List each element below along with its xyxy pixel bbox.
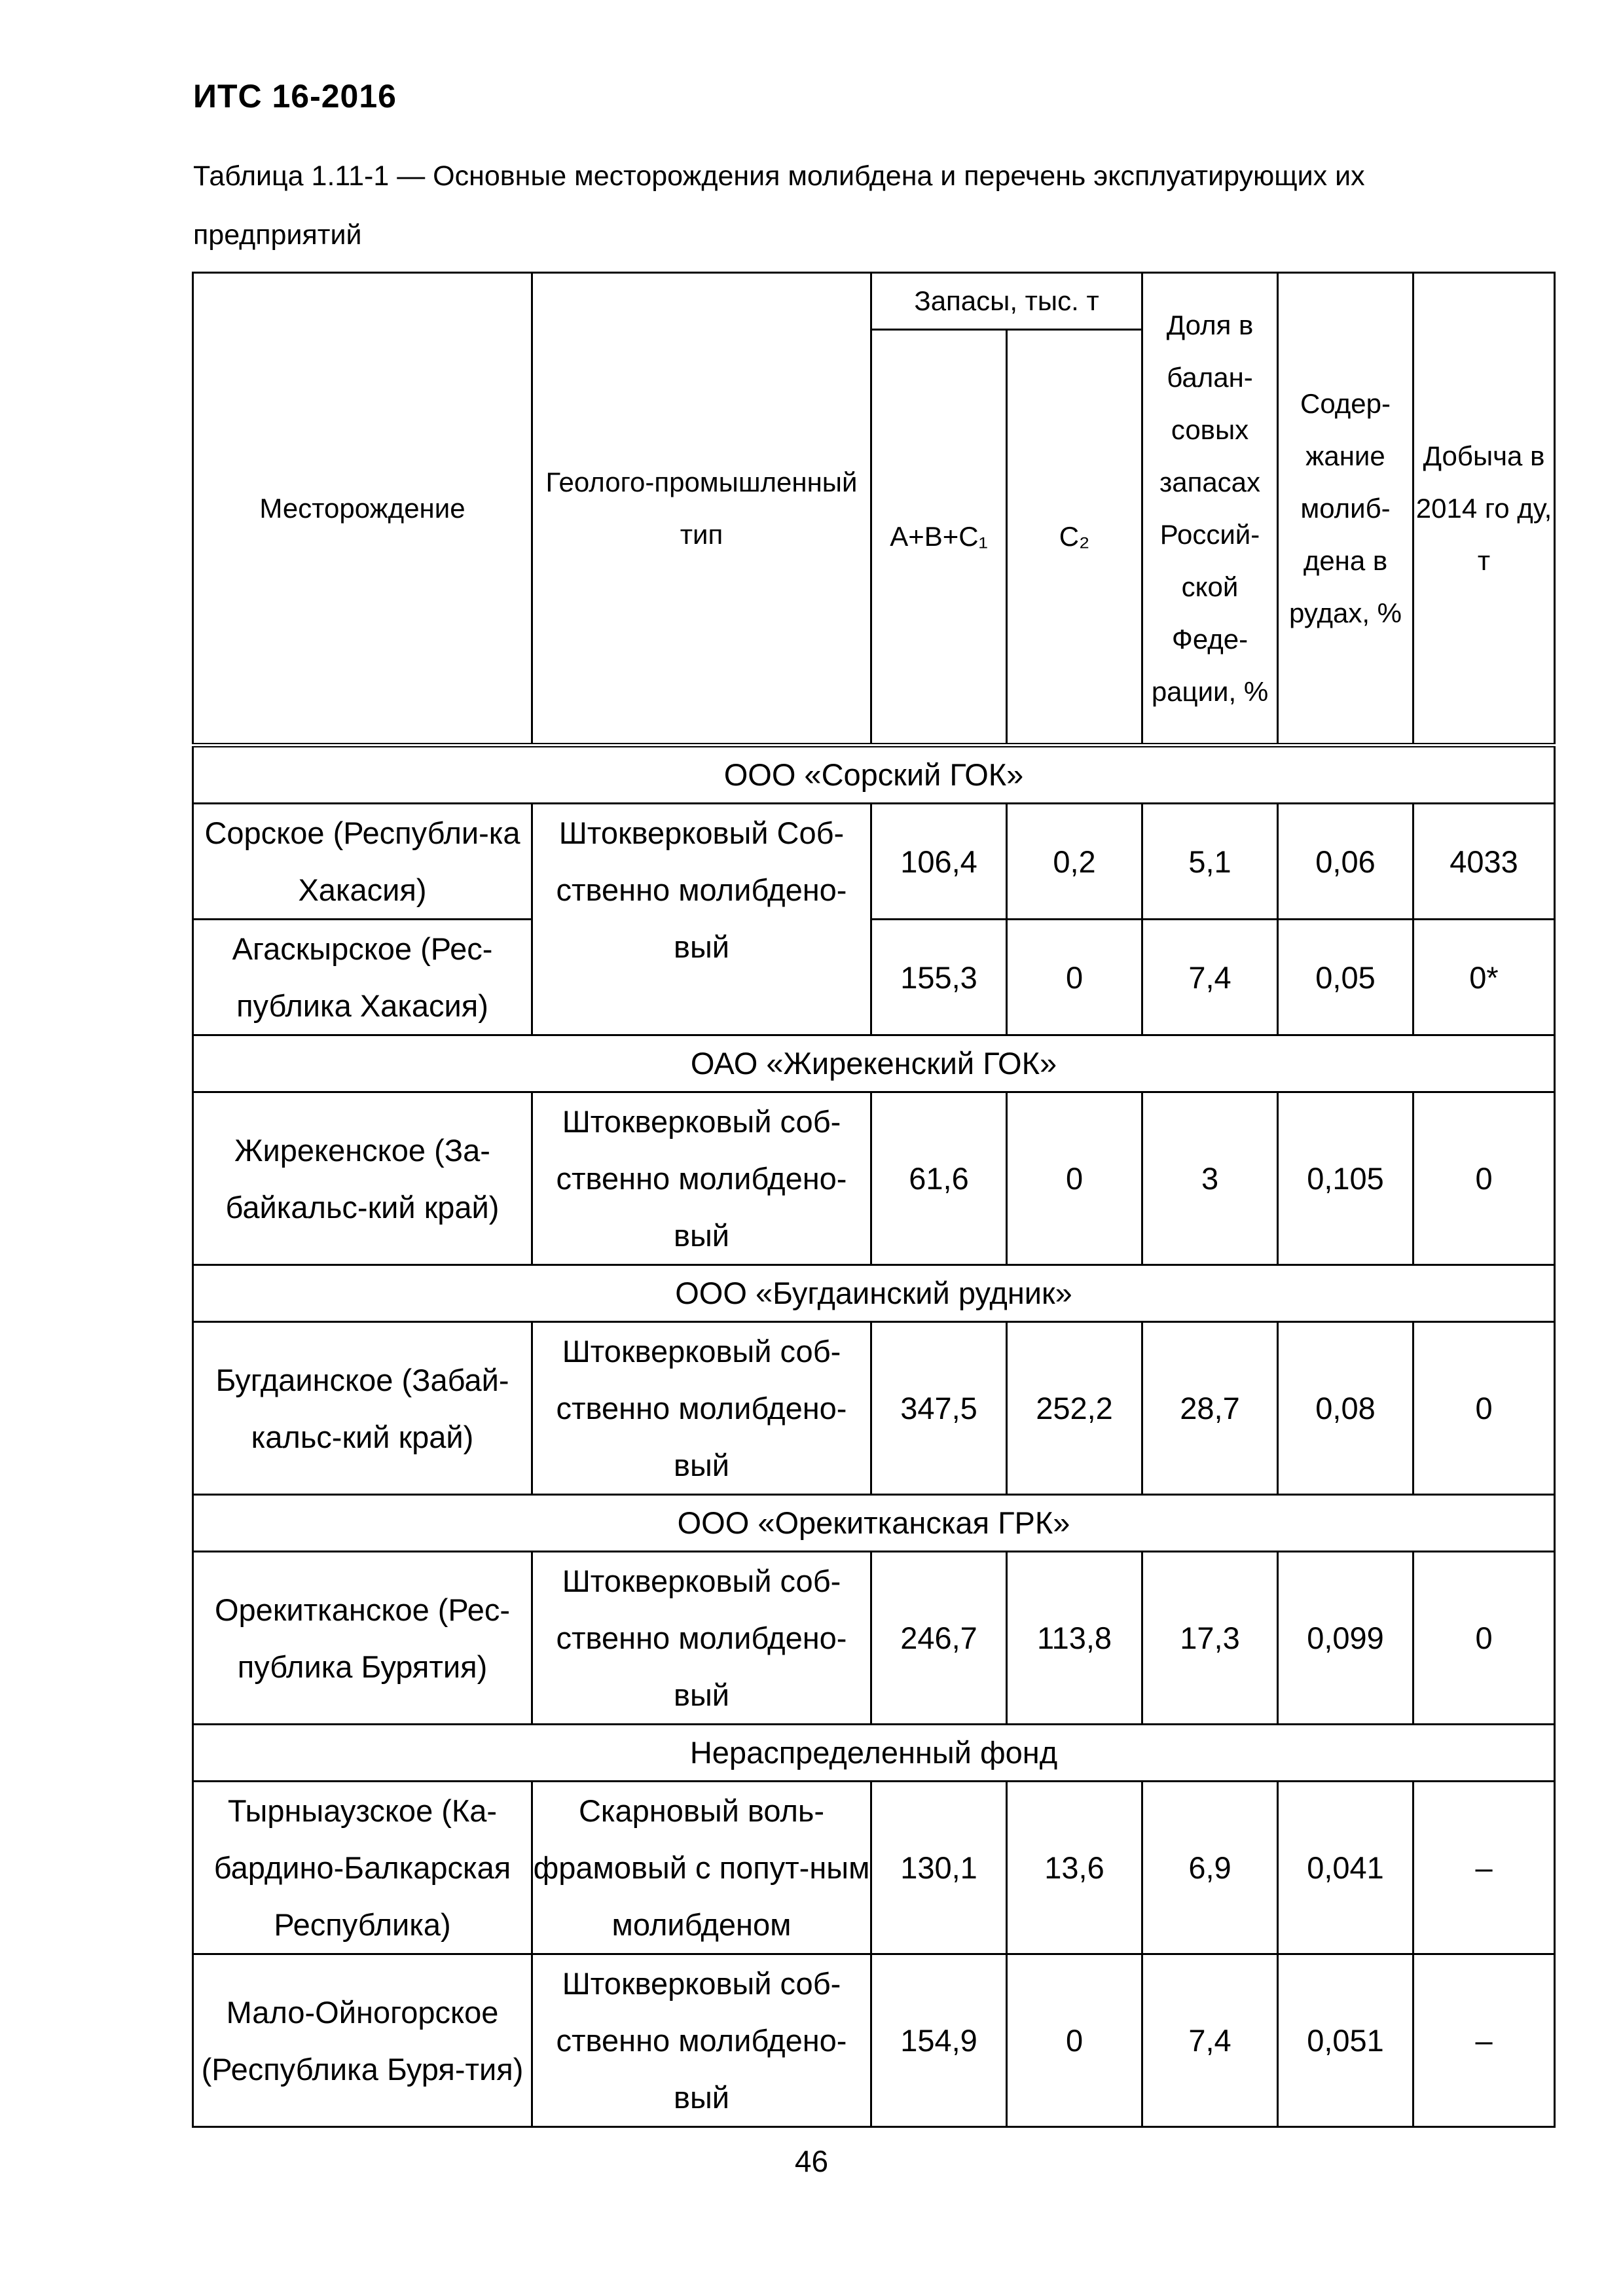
table-row — [193, 1552, 1555, 1725]
content-value: 0,099 — [1278, 1552, 1413, 1725]
group-row — [193, 745, 1555, 804]
production-value: – — [1413, 1782, 1555, 1954]
table-row — [193, 1092, 1555, 1265]
page-number: 46 — [794, 2144, 829, 2178]
col-header-c2: С₂ — [1007, 330, 1142, 745]
table-row — [193, 804, 1555, 920]
col-header-geotype: Геолого-промышленный тип — [532, 273, 871, 745]
reserves-abc1: 130,1 — [871, 1782, 1007, 1954]
reserves-c2: 0 — [1007, 1092, 1142, 1265]
group-row — [193, 1725, 1555, 1782]
share-value: 17,3 — [1142, 1552, 1278, 1725]
deposit-name: Агаскырское (Рес-публика Хакасия) — [193, 920, 532, 1035]
document-code: ИТС 16-2016 — [193, 78, 397, 115]
content-value: 0,041 — [1278, 1782, 1413, 1954]
geotype-cell: Штокверковый Соб-ственно молибдено-вый — [532, 804, 871, 1035]
production-value: 4033 — [1413, 804, 1555, 920]
share-value: 28,7 — [1142, 1322, 1278, 1495]
content-value: 0,06 — [1278, 804, 1413, 920]
production-value: 0* — [1413, 920, 1555, 1035]
group-row — [193, 1495, 1555, 1552]
group-row — [193, 1265, 1555, 1322]
group-company: ОАО «Жирекенский ГОК» — [193, 1035, 1555, 1092]
geotype-cell: Скарновый воль-фрамовый с попут-ным молибденом — [532, 1782, 871, 1954]
deposit-name: Жирекенское (За-байкальс-кий край) — [193, 1092, 532, 1265]
share-value: 6,9 — [1142, 1782, 1278, 1954]
col-header-deposit: Месторождение — [193, 273, 532, 745]
table-row — [193, 920, 1555, 1035]
reserves-c2: 0 — [1007, 1954, 1142, 2127]
group-row — [193, 1035, 1555, 1092]
reserves-abc1: 106,4 — [871, 804, 1007, 920]
content-value: 0,105 — [1278, 1092, 1413, 1265]
share-value: 7,4 — [1142, 920, 1278, 1035]
col-header-abc1: А+В+С₁ — [871, 330, 1007, 745]
col-header-content: Содер-жание молиб-дена в рудах, % — [1278, 273, 1413, 745]
table-row — [193, 1954, 1555, 2127]
production-value: – — [1413, 1954, 1555, 2127]
reserves-c2: 252,2 — [1007, 1322, 1142, 1495]
reserves-c2: 0 — [1007, 920, 1142, 1035]
geotype-cell: Штокверковый соб-ственно молибдено-вый — [532, 1552, 871, 1725]
reserves-c2: 113,8 — [1007, 1552, 1142, 1725]
geotype-cell: Штокверковый соб-ственно молибдено-вый — [532, 1954, 871, 2127]
col-header-production: Добыча в 2014 го ду, т — [1413, 273, 1555, 745]
production-value: 0 — [1413, 1322, 1555, 1495]
reserves-abc1: 61,6 — [871, 1092, 1007, 1265]
reserves-abc1: 246,7 — [871, 1552, 1007, 1725]
share-value: 5,1 — [1142, 804, 1278, 920]
reserves-abc1: 155,3 — [871, 920, 1007, 1035]
group-company: ООО «Орекитканская ГРК» — [193, 1495, 1555, 1552]
content-value: 0,051 — [1278, 1954, 1413, 2127]
geotype-cell: Штокверковый соб-ственно молибдено-вый — [532, 1322, 871, 1495]
table-caption: Таблица 1.11-1 — Основные месторождения молибдена и перечень эксплуатирующих их предприятий — [193, 160, 1365, 251]
group-company: Нераспределенный фонд — [193, 1725, 1555, 1782]
content-value: 0,08 — [1278, 1322, 1413, 1495]
table-row — [193, 1782, 1555, 1954]
col-header-share: Доля в балан-совых запасах Россий-ской Феде-рации, % — [1142, 273, 1278, 745]
group-company: ООО «Сорский ГОК» — [193, 745, 1555, 804]
group-company: ООО «Бугдаинский рудник» — [193, 1265, 1555, 1322]
reserves-abc1: 154,9 — [871, 1954, 1007, 2127]
production-value: 0 — [1413, 1552, 1555, 1725]
col-header-stocks: Запасы, тыс. т — [871, 273, 1142, 330]
deposit-name: Тырныаузское (Ка-бардино-Балкарская Республика) — [193, 1782, 532, 1954]
geotype-cell: Штокверковый соб-ственно молибдено-вый — [532, 1092, 871, 1265]
deposit-name: Сорское (Республи-ка Хакасия) — [193, 804, 532, 920]
reserves-abc1: 347,5 — [871, 1322, 1007, 1495]
production-value: 0 — [1413, 1092, 1555, 1265]
content-value: 0,05 — [1278, 920, 1413, 1035]
deposit-name: Мало-Ойногорское (Республика Буря-тия) — [193, 1954, 532, 2127]
table-header-row — [193, 273, 1555, 330]
share-value: 7,4 — [1142, 1954, 1278, 2127]
share-value: 3 — [1142, 1092, 1278, 1265]
table-row — [193, 1322, 1555, 1495]
deposit-name: Бугдаинское (Забай-кальс-кий край) — [193, 1322, 532, 1495]
reserves-c2: 0,2 — [1007, 804, 1142, 920]
deposit-name: Орекитканское (Рес-публика Бурятия) — [193, 1552, 532, 1725]
molybdenum-deposits-table — [192, 272, 1556, 2128]
reserves-c2: 13,6 — [1007, 1782, 1142, 1954]
